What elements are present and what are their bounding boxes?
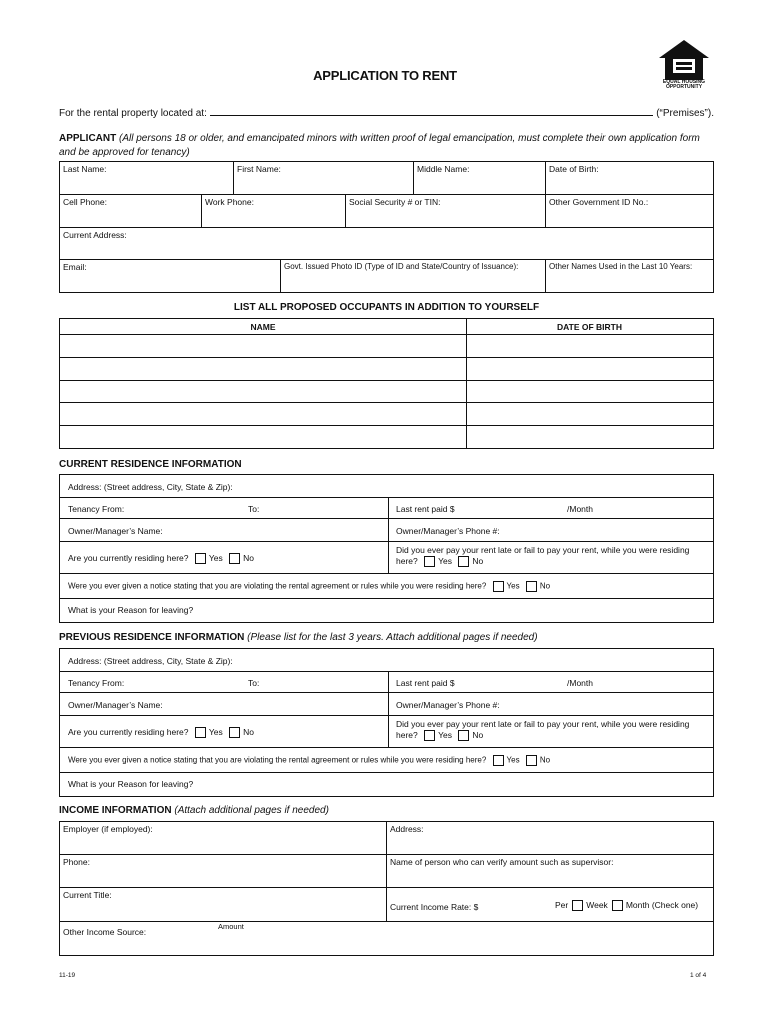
previous-residence-table: [59, 648, 714, 797]
cur-residing-q: [68, 553, 254, 564]
employer-label: Employer (if employed):: [63, 824, 153, 834]
prev-month: /Month: [567, 678, 593, 688]
cur-late-no-checkbox[interactable]: [458, 556, 469, 567]
verifier-field[interactable]: [387, 855, 713, 888]
previous-residence-heading: [59, 632, 538, 643]
premises-input[interactable]: [210, 107, 653, 116]
prev-late-label: Did you ever pay your rent late or fail to pay your rent, while you were residing here?: [396, 719, 690, 740]
cur-owner-name: Owner/Manager’s Name:: [68, 526, 163, 536]
cur-residing-yes: Yes: [208, 553, 223, 563]
cur-owner-phone: Owner/Manager’s Phone #:: [396, 526, 500, 536]
income-rate-field: [387, 888, 713, 922]
month-checkbox[interactable]: [612, 900, 623, 911]
per-label: Per: [555, 900, 569, 910]
prev-notice-label: Were you ever given a notice stating that you are violating the rental agreement or rules while you were residing here?: [68, 755, 487, 765]
prev-late-no: No: [472, 730, 484, 740]
cur-reason-row[interactable]: [60, 599, 713, 622]
prev-residing-label: Are you currently residing here?: [68, 727, 189, 737]
occupant-row[interactable]: [60, 426, 713, 448]
occupants-heading: LIST ALL PROPOSED OCCUPANTS IN ADDITION TO YOURSELF: [233, 302, 540, 313]
income-note: (Attach additional pages if needed): [174, 805, 329, 816]
prev-notice-no: No: [539, 755, 551, 765]
premises-prefix: For the rental property located at:: [59, 108, 207, 119]
income-title: INCOME INFORMATION: [59, 805, 172, 816]
current-address-label: Current Address:: [63, 230, 127, 240]
current-title-field[interactable]: [60, 888, 387, 922]
photo-id-label: Govt. Issued Photo ID (Type of ID and State/Country of Issuance):: [284, 262, 519, 271]
cur-residing-no-checkbox[interactable]: [229, 553, 240, 564]
occupants-header-row: [60, 319, 713, 335]
prev-note: (Please list for the last 3 years. Attach additional pages if needed): [247, 632, 538, 643]
cur-tenancy-row: [60, 498, 713, 519]
prev-residing-row: [60, 716, 713, 748]
cur-owner-row: [60, 519, 713, 542]
premises-line: [59, 107, 714, 119]
prev-residing-yes-checkbox[interactable]: [195, 727, 206, 738]
applicant-table: [59, 161, 714, 293]
occupant-row[interactable]: [60, 381, 713, 403]
cur-residing-row: [60, 542, 713, 574]
applicant-note: (All persons 18 or older, and emancipated minors with written proof of legal emancipation, must complete their own application form and be approved for tenancy): [59, 133, 700, 158]
prev-title: PREVIOUS RESIDENCE INFORMATION: [59, 632, 245, 643]
cur-residing-no: No: [243, 553, 254, 563]
other-names-label: Other Names Used in the Last 10 Years:: [549, 262, 693, 271]
middle-name-field[interactable]: [414, 162, 546, 195]
cell-phone-field[interactable]: [60, 195, 202, 228]
occupant-row[interactable]: [60, 335, 713, 358]
prev-late-no-checkbox[interactable]: [458, 730, 469, 741]
cur-notice-q: [68, 581, 550, 592]
cur-late-q: [396, 545, 711, 567]
photo-id-field[interactable]: [281, 260, 546, 292]
prev-reason-row[interactable]: [60, 773, 713, 796]
occupant-row[interactable]: [60, 358, 713, 381]
prev-divider: [388, 672, 389, 748]
week-label: Week: [586, 900, 608, 910]
cur-residing-yes-checkbox[interactable]: [195, 553, 206, 564]
prev-notice-yes: Yes: [506, 755, 520, 765]
prev-residing-q: [68, 727, 254, 738]
premises-suffix: (“Premises”).: [656, 108, 714, 119]
prev-residing-no: No: [243, 727, 254, 737]
cur-late-no: No: [472, 556, 484, 566]
income-heading: [59, 805, 329, 816]
employer-address-field[interactable]: [387, 822, 713, 855]
occupants-table: [59, 318, 714, 449]
cur-notice-row: [60, 574, 713, 599]
dob-field[interactable]: [546, 162, 713, 195]
ssn-field[interactable]: [346, 195, 546, 228]
first-name-label: First Name:: [237, 164, 281, 174]
verifier-label: Name of person who can verify amount such as supervisor:: [390, 857, 614, 867]
cur-month: /Month: [567, 504, 593, 514]
occupants-col-dob: DATE OF BIRTH: [556, 322, 622, 332]
prev-residing-no-checkbox[interactable]: [229, 727, 240, 738]
cur-notice-yes-checkbox[interactable]: [493, 581, 504, 592]
cur-address-row[interactable]: [60, 475, 713, 498]
cur-tenancy-from: Tenancy From:: [68, 504, 125, 514]
prev-last-rent: Last rent paid $: [396, 678, 455, 688]
occupants-col-name: NAME: [250, 322, 276, 332]
occupant-row[interactable]: [60, 403, 713, 426]
page-number: 1 of 4: [690, 972, 707, 979]
employer-phone-field[interactable]: [60, 855, 387, 888]
current-residence-table: [59, 474, 714, 623]
cur-notice-no: No: [539, 581, 551, 591]
dob-label: Date of Birth:: [549, 164, 599, 174]
other-gov-id-label: Other Government ID No.:: [549, 197, 649, 207]
middle-name-label: Middle Name:: [417, 164, 470, 174]
prev-residing-yes: Yes: [208, 727, 223, 737]
cur-late-label: Did you ever pay your rent late or fail to pay your rent, while you were residing here?: [396, 545, 690, 566]
logo-caption: EQUAL HOUSING OPPORTUNITY: [662, 79, 706, 90]
other-income-field[interactable]: [60, 922, 713, 955]
month-label: Month: [625, 900, 650, 910]
employer-phone-label: Phone:: [63, 857, 90, 867]
income-period: [555, 900, 698, 911]
employer-field[interactable]: [60, 822, 387, 855]
cur-notice-label: Were you ever given a notice stating that you are violating the rental agreement or rules while you were residing here?: [68, 581, 487, 591]
income-rate-label: Current Income Rate: $: [390, 902, 479, 912]
cur-divider: [388, 498, 389, 574]
prev-address-row[interactable]: [60, 649, 713, 672]
prev-reason-label: What is your Reason for leaving?: [68, 779, 194, 789]
prev-tenancy-to: To:: [248, 678, 260, 688]
cur-address-label: Address: (Street address, City, State & Zip):: [68, 482, 233, 492]
prev-address-label: Address: (Street address, City, State & Zip):: [68, 656, 233, 666]
income-table: [59, 821, 714, 956]
cur-residing-label: Are you currently residing here?: [68, 553, 189, 563]
prev-owner-phone: Owner/Manager’s Phone #:: [396, 700, 500, 710]
current-title-label: Current Title:: [63, 890, 112, 900]
ssn-label: Social Security # or TIN:: [349, 197, 441, 207]
first-name-field[interactable]: [234, 162, 414, 195]
prev-late-yes-checkbox[interactable]: [424, 730, 435, 741]
amount-label: Amount: [218, 922, 244, 931]
prev-tenancy-from: Tenancy From:: [68, 678, 125, 688]
cur-late-yes-checkbox[interactable]: [424, 556, 435, 567]
current-address-field[interactable]: [60, 228, 713, 260]
email-label: Email:: [63, 262, 87, 272]
prev-owner-name: Owner/Manager’s Name:: [68, 700, 163, 710]
email-field[interactable]: [60, 260, 281, 292]
other-income-label: Other Income Source:: [63, 927, 147, 937]
last-name-field[interactable]: [60, 162, 234, 195]
cur-notice-no-checkbox[interactable]: [526, 581, 537, 592]
work-phone-label: Work Phone:: [205, 197, 254, 207]
prev-notice-q: [68, 755, 550, 766]
employer-address-label: Address:: [390, 824, 424, 834]
cur-reason-label: What is your Reason for leaving?: [68, 605, 194, 615]
cur-tenancy-to: To:: [248, 504, 260, 514]
applicant-title: APPLICANT: [59, 133, 117, 144]
prev-tenancy-row: [60, 672, 713, 693]
form-code: 11-19: [59, 972, 76, 979]
cur-last-rent: Last rent paid $: [396, 504, 455, 514]
cur-notice-yes: Yes: [506, 581, 520, 591]
cur-late-yes: Yes: [438, 556, 452, 566]
prev-late-q: [396, 719, 711, 741]
page-title: APPLICATION TO RENT: [313, 68, 457, 83]
prev-late-yes: Yes: [438, 730, 452, 740]
current-residence-heading: CURRENT RESIDENCE INFORMATION: [59, 459, 242, 470]
check-one-label: (Check one): [651, 900, 699, 910]
other-gov-id-field[interactable]: [546, 195, 713, 228]
prev-notice-yes-checkbox[interactable]: [493, 755, 504, 766]
prev-notice-row: [60, 748, 713, 773]
prev-owner-row: [60, 693, 713, 716]
cell-phone-label: Cell Phone:: [63, 197, 107, 207]
other-names-field[interactable]: [546, 260, 713, 292]
last-name-label: Last Name:: [63, 164, 107, 174]
week-checkbox[interactable]: [572, 900, 583, 911]
applicant-heading: [59, 132, 714, 160]
prev-notice-no-checkbox[interactable]: [526, 755, 537, 766]
work-phone-field[interactable]: [202, 195, 346, 228]
